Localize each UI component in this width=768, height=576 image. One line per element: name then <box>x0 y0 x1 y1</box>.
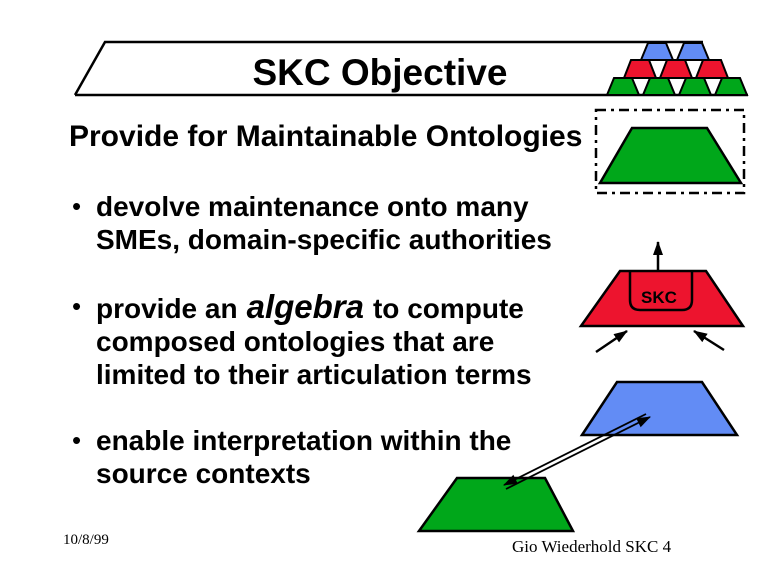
pyramid-trapezoid-blue-1 <box>641 43 673 60</box>
bullet-line: enable interpretation within the <box>96 425 512 456</box>
interpretation-arrow-to-blue <box>506 417 650 489</box>
bullet-line: limited to their articulation terms <box>96 359 532 390</box>
slide-heading: Provide for Maintainable Ontologies <box>69 120 583 153</box>
bullet-line: composed ontologies that are <box>96 326 495 357</box>
pyramid-trapezoid-green-2 <box>643 78 675 95</box>
bullet-item-algebra <box>72 290 532 391</box>
bullet-line-suffix: to compute <box>372 293 524 324</box>
skc-label: SKC <box>641 288 677 307</box>
pyramid-trapezoid-green-4 <box>715 78 747 95</box>
algebra-emphasis: algebra <box>246 288 364 325</box>
bullet-line: SMEs, domain-specific authorities <box>96 224 552 255</box>
pyramid-trapezoid-red-1 <box>624 60 656 78</box>
slide-title: SKC Objective <box>252 52 508 93</box>
pyramid-trapezoid-green-1 <box>607 78 639 95</box>
bullet-line-prefix: provide an <box>96 293 238 324</box>
footer-credit: Gio Wiederhold SKC 4 <box>512 537 672 556</box>
bullet-marker: • <box>72 291 82 321</box>
pyramid-trapezoid-green-3 <box>679 78 711 95</box>
skc-left-in-arrow <box>596 331 627 352</box>
bullet-item-devolve <box>72 190 552 256</box>
footer-date: 10/8/99 <box>63 532 109 548</box>
pyramid-trapezoid-red-3 <box>696 60 728 78</box>
bullet-marker: • <box>72 425 82 455</box>
pyramid-trapezoid-red-2 <box>660 60 692 78</box>
bullet-line: source contexts <box>96 458 311 489</box>
bullet-marker: • <box>72 191 82 221</box>
bullet-line <box>96 290 532 325</box>
skc-right-in-arrow <box>694 331 724 350</box>
bullet-line: devolve maintenance onto many <box>96 191 529 222</box>
pyramid-trapezoid-blue-2 <box>677 43 709 60</box>
bullet-item-interpretation <box>72 424 511 490</box>
source-trapezoid-blue <box>582 382 737 435</box>
interpretation-arrow-to-green <box>504 414 646 485</box>
ontology-trapezoid-green <box>600 128 741 183</box>
trapezoid-pyramid <box>607 43 747 95</box>
